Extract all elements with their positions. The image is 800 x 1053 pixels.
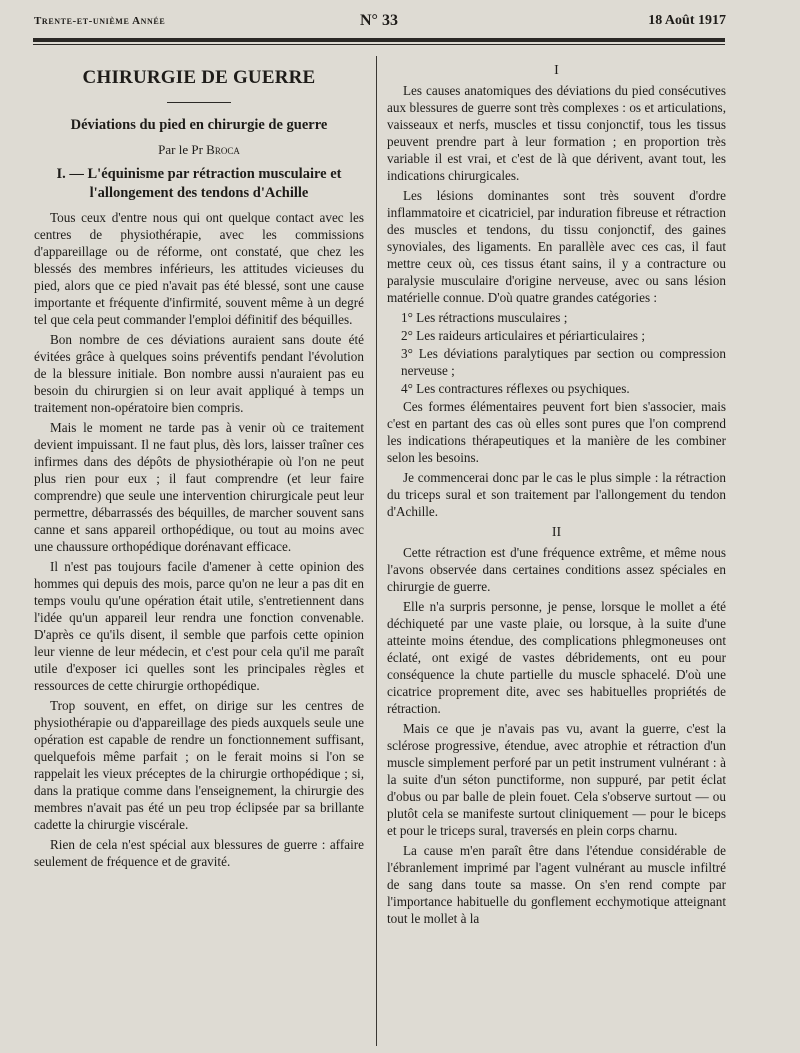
- title-rule: [167, 102, 231, 103]
- body-paragraph: Mais ce que je n'avais pas vu, avant la guerre, c'est la sclérose progressive, étendue, avec atrophie et rétraction d'un muscle simplement perforé par un petit instrument vulnérant : à la suite d'un séton punctiforme, non suppuré, par petit éclat d'obus ou par balle de plein fouet. Cela s'observe surtout — ou plutôt cela se manifeste surtout cliniquement — pour le biceps et pour le triceps sural, traversés en plein corps charnu.: [387, 721, 726, 838]
- body-paragraph: Cette rétraction est d'une fréquence extrême, et même nous l'avons observée dans certaines conditions assez spéciales en chirurgie de guerre.: [387, 545, 726, 594]
- running-head: [34, 12, 726, 34]
- header-rule-thick: [33, 38, 725, 42]
- body-paragraph: La cause m'en paraît être dans l'étendue considérable de l'ébranlement imprimé par l'agent vulnérant au muscle infiltré de sang dans toute sa masse. On s'en rend compte par l'importance habituelle du gonflement ecchymotique atteignant tout le mollet à la: [387, 843, 726, 926]
- body-paragraph: Ces formes élémentaires peuvent fort bien s'associer, mais c'est en partant des cas où elles sont pures que l'on comprend les indications thérapeutiques et la manière de les combiner selon les besoins.: [387, 399, 726, 465]
- volume-year: Trente-et-unième Année: [34, 15, 166, 27]
- right-column: [387, 58, 726, 930]
- body-paragraph: Rien de cela n'est spécial aux blessures de guerre : affaire seulement de fréquence et de gravité.: [34, 837, 364, 869]
- byline-prefix: Par le Pr: [158, 142, 203, 157]
- body-paragraph: Trop souvent, en effet, on dirige sur les centres de physiothérapie ou d'appareillage des pieds auxquels seule une opération est capable de rendre un fonctionnement suffisant, quelquefois même parfait ; on le ferait moins si l'on se rappelait les vieux préceptes de la chirurgie orthopédique ; si, dans la pratique comme dans l'enseignement, la chirurgie des membres n'avait pas été un peu trop éclipsée par sa brillante cadette la chirurgie viscérale.: [34, 698, 364, 832]
- byline: [34, 141, 364, 159]
- section-title: CHIRURGIE DE GUERRE: [82, 67, 316, 88]
- issue-number: N° 33: [360, 12, 398, 29]
- category-item: 3° Les déviations paralytiques par section ou compression nerveuse ;: [401, 346, 726, 378]
- issue-date: 18 Août 1917: [648, 13, 726, 28]
- article-title: Déviations du pied en chirurgie de guerre: [70, 117, 328, 133]
- column-divider: [376, 56, 377, 1046]
- body-paragraph: Les lésions dominantes sont très souvent d'ordre inflammatoire et cicatriciel, par induration fibreuse et rétraction des muscles et tendons, du tissu conjonctif, des gaines synoviales, des ligaments. En parallèle avec ces cas, il faut mettre ceux où, ces tissus étant sains, il y a contracture ou paralysie musculaire d'origine nerveuse, avec ou sans lésion matérielle connue. D'où quatre grandes catégories :: [387, 188, 726, 305]
- body-paragraph: Il n'est pas toujours facile d'amener à cette opinion des hommes qui depuis des mois, parce qu'on ne leur a pas dit en temps voulu qu'une opération était utile, s'entretiennent dans l'idée qu'un appareil leur rendra une fonction convenable. D'après ce qu'ils disent, il semble que parfois cette opinion leur vienne de leur médecin, et c'est pour cela qu'il me paraît utile d'exposer ici quelles sont les principales règles et ressources de cette chirurgie orthopédique.: [34, 559, 364, 693]
- section-numeral: II: [551, 525, 562, 540]
- body-paragraph: Les causes anatomiques des déviations du pied consécutives aux blessures de guerre sont très complexes : os et articulations, vaisseaux et nerfs, muscles et tissu conjonctif, tous les tissus peuvent prendre part à leur formation ; en proportion très variable il est vrai, et c'est de là que dérivent, avant tout, les indications chirurgicales.: [387, 83, 726, 183]
- category-item: 2° Les raideurs articulaires et périarticulaires ;: [401, 328, 646, 343]
- header-rule-thin: [33, 44, 725, 45]
- body-paragraph: Je commencerai donc par le cas le plus simple : la rétraction du triceps sural et son traitement par l'allongement du tendon d'Achille.: [387, 470, 726, 519]
- category-item: 4° Les contractures réflexes ou psychiques.: [401, 381, 630, 396]
- body-paragraph: Bon nombre de ces déviations auraient sans doute été évitées grâce à quelques soins préventifs pendant l'évolution de la blessure initiale. Bon nombre aussi n'auraient pas eu besoin du chirurgien si on leur avait appliqué à temps un traitement non-opératoire bien compris.: [34, 332, 364, 415]
- body-paragraph: Tous ceux d'entre nous qui ont quelque contact avec les centres de physiothérapie, avec les commissions d'appareillage ou de réforme, ont constaté, que chez les blessés des membres inférieurs, les attitudes vicieuses du pied, alors que ce pied n'avait pas été blessé, sont une cause importante et fréquente d'infirmité, souvent même à un degré tel que cela peut commander l'emploi définitif des béquilles.: [34, 210, 364, 327]
- byline-author: Broca: [206, 142, 240, 157]
- body-paragraph: Elle n'a surpris personne, je pense, lorsque le mollet a été déchiqueté par une vaste plaie, ou lorsque, à la suite d'une atteinte moins étendue, des complications phlegmoneuses ont éclaté, ont exigé de vastes débridements, ont eu pour conséquence la chute partielle du muscle sphacelé. D'où une cicatrice proprement dite, avec ses habituelles propriétés de rétraction.: [387, 599, 726, 716]
- section-numeral: I: [554, 63, 559, 78]
- left-column: [34, 58, 364, 873]
- article-subheading: I. — L'équinisme par rétraction musculaire et l'allongement des tendons d'Achille: [56, 166, 342, 201]
- category-item: 1° Les rétractions musculaires ;: [401, 310, 568, 325]
- body-paragraph: Mais le moment ne tarde pas à venir où ce traitement devient impuissant. Il ne faut plus, dès lors, laisser traîner ces infirmes dans des dépôts de physiothérapie où l'on ne peut plus rien pour eux ; il faut comprendre (et leur faire comprendre) que seule une intervention chirurgicale peut leur permettre, débarrassés des béquilles, de marcher souvent sans canne et sans appareil orthopédique, ou tout au moins avec une chaussure orthopédique dorénavant efficace.: [34, 420, 364, 554]
